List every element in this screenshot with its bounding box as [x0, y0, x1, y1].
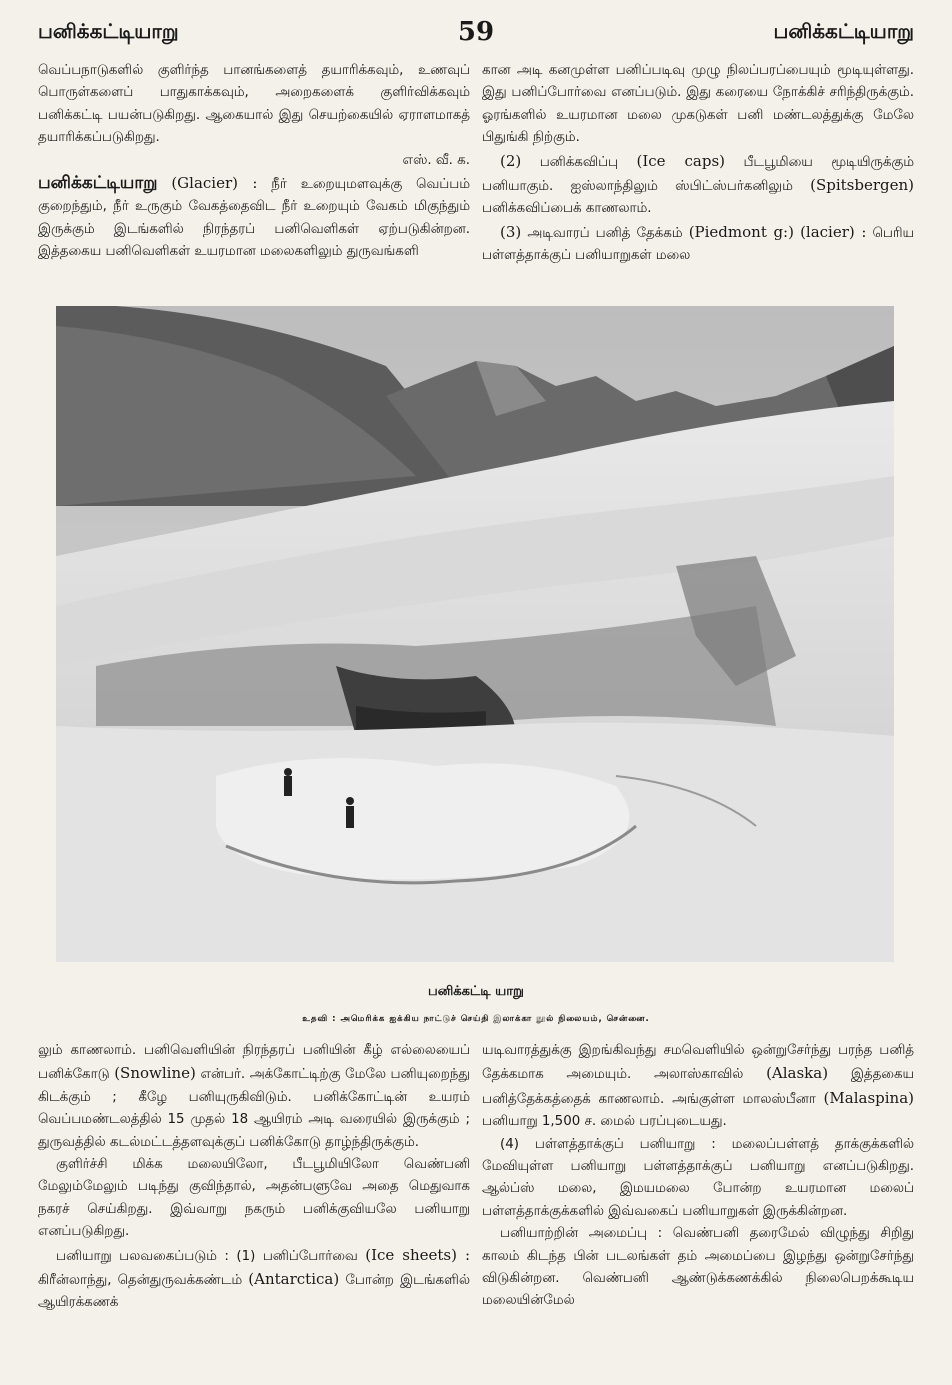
text: பனியாறு பலவகைப்படும் : (1) பனிப்போர்வை	[56, 1248, 358, 1264]
paragraph: கான அடி கனமுள்ள பனிப்படிவு முழு நிலப்பரப்பையும் மூடியுள்ளது. இது பனிப்போர்வை எனப்படும். இது கரையை நோக்கிச் சரிந்திருக்கும். ஓரங்களில் உயரமான மலை முகடுகள் பனி மண்டலத்துக்கு மேலே பிதுங்கி நிற்கும்.	[482, 63, 914, 146]
text: லும் காணலாம். பனிவெளியின் நிரந்தரப் பனியின் கீழ் எல்லையைப் பனிக்கோடு	[38, 1043, 470, 1083]
term: பனிக்கவிப்பு	[539, 154, 618, 170]
text: என்பர். அக்கோட்டிற்கு மேலே பனியுறைந்து கிடக்கும் ; கீழே பனியுருகிவிடும். பனிக்கோட்டின் உயரம் வெப்பமண்டலத்தில் 15 முதல் 18 ஆயிரம் அடி வரையில் இருக்கும் ; துருவத்தில் கடல்மட்டத்தளவுக்குப் பனிக்கோடு தாழ்ந்திருக்கும்.	[38, 1067, 470, 1150]
text: இத்தகைய பனித்தேக்கத்தைக் காணலாம். அங்குள்ள மாலஸ்பீனா	[482, 1067, 914, 1107]
term-english: (lacier) :	[800, 222, 867, 241]
paragraph: குளிர்ச்சி மிக்க மலையிலோ, பீடபூமியிலோ வெண்பனி மேலும்மேலும் படிந்து குவிந்தால், அதன்பளுவே அதை மெதுவாக நகரச் செய்கிறது. இவ்வாறு நகரும் பனிக்குவியலே பனியாறு எனப்படுகிறது.	[38, 1157, 470, 1240]
list-number: (2)	[500, 151, 522, 170]
term-english: (Malaspina)	[823, 1088, 914, 1107]
term-english: (Ice sheets) :	[365, 1245, 470, 1264]
paragraph-snowline	[38, 1040, 470, 1154]
paragraph-structure: பனியாற்றின் அமைப்பு : வெண்பனி தரைமேல் விழுந்து சிறிது காலம் கிடந்த பின் படலங்கள் தம் அமைப்பை இழந்து ஒன்றுசேர்ந்து விடுகின்றன. வெண்பனி ஆண்டுக்கணக்கில் நிலைபெறக்கூடிய மலையின்மேல்	[482, 1226, 914, 1309]
top-text-columns	[38, 60, 914, 300]
text: யடிவாரத்துக்கு இறங்கிவந்து சமவெளியில் ஒன்றுசேர்ந்து பரந்த பனித் தேக்கமாக அமையும். அலாஸ்காவில்	[482, 1043, 914, 1083]
author-signature: எஸ். வீ. க.	[402, 152, 470, 168]
paragraph-malaspina	[482, 1040, 914, 1134]
text: கிரீன்லாந்து, தென்துருவக்கண்டம்	[38, 1273, 243, 1289]
text: போன்ற இடங்களில் ஆயிரக்கணக்	[38, 1273, 470, 1311]
entry-heading: பனிக்கட்டியாறு	[38, 173, 158, 194]
term-english: (Snowline)	[114, 1064, 196, 1083]
right-column-bottom	[482, 1040, 914, 1375]
term-english: (Piedmont g:)	[688, 222, 794, 241]
text: பனியாறு 1,500 ச. மைல் பரப்புடையது.	[482, 1114, 727, 1130]
term-english: (Alaska)	[766, 1064, 829, 1083]
page-number: 59	[457, 17, 495, 47]
left-column-top	[38, 60, 470, 300]
term-english: (Antarctica)	[248, 1270, 340, 1289]
term: அடிவாரப் பனித் தேக்கம்	[527, 225, 683, 241]
running-head-left: பனிக்கட்டியாறு	[38, 18, 179, 43]
page-header	[38, 14, 914, 50]
term-english: (Ice caps)	[636, 151, 725, 170]
left-column-bottom	[38, 1040, 470, 1375]
glacier-photograph	[56, 306, 894, 962]
paragraph-ice-sheets	[38, 1244, 470, 1315]
right-column-top	[482, 60, 914, 300]
paragraph-valley-glacier: (4) பள்ளத்தாக்குப் பனியாறு : மலைப்பள்ளத் தாக்குக்களில் மேவியுள்ள பனியாறு பள்ளத்தாக்குப் பனியாறு எனப்படுகிறது. ஆல்ப்ஸ் மலை, இமயமலை போன்ற உயரமான மலைப் பள்ளத்தாக்குக்களில் இவ்வகைப் பனியாறுகள் இருக்கின்றன.	[482, 1136, 914, 1219]
text: பெரிய பள்ளத்தாக்குப் பனியாறுகள் மலை	[482, 225, 914, 264]
figure-credit: உதவி : அமெரிக்க ஐக்கிய நாட்டுச் செய்தி இலாக்கா நூல் நிலையம், சென்னை.	[302, 1014, 650, 1024]
glacier-photo-illustration	[56, 306, 894, 962]
entry-paragraph	[38, 172, 470, 264]
entry-text: நீர் உறையுமளவுக்கு வெப்பம் குறைந்தும், நீர் உருகும் வேகத்தைவிட நீர் உறையும் வேகம் மிகுந்தும் இருக்கும் இடங்களில் நிரந்தரப் பனிவெளிகள் ஏற்படுகின்றன. இத்தகைய பனிவெளிகள் உயரமான மலைகளிலும் துருவங்களி	[38, 177, 470, 260]
entry-heading-english: (Glacier) :	[171, 174, 258, 193]
bottom-text-columns	[38, 1040, 914, 1375]
figure-caption: பனிக்கட்டி யாறு	[428, 984, 524, 999]
paragraph-ice-caps	[482, 150, 914, 221]
paragraph: வெப்பநாடுகளில் குளிர்ந்த பானங்களைத் தயாரிக்கவும், உணவுப் பொருள்களைப் பாதுகாக்கவும், அறைகளைக் குளிர்விக்கவும் பனிக்கட்டி பயன்படுகிறது. ஆகையால் இது செயற்கையில் ஏராளமாகத் தயாரிக்கப்படுகிறது.	[38, 63, 470, 146]
term-english: (Spitsbergen)	[810, 176, 914, 195]
paragraph-piedmont	[482, 221, 914, 268]
text: பனிக்கவிப்பைக் காணலாம்.	[482, 201, 652, 217]
running-head-right: பனிக்கட்டியாறு	[773, 18, 914, 43]
text: பீடபூமியை மூடியிருக்கும் பனியாகும். ஐஸ்லாந்திலும் ஸ்பிட்ஸ்பர்கனிலும்	[482, 154, 914, 195]
list-number: (3)	[500, 222, 522, 241]
